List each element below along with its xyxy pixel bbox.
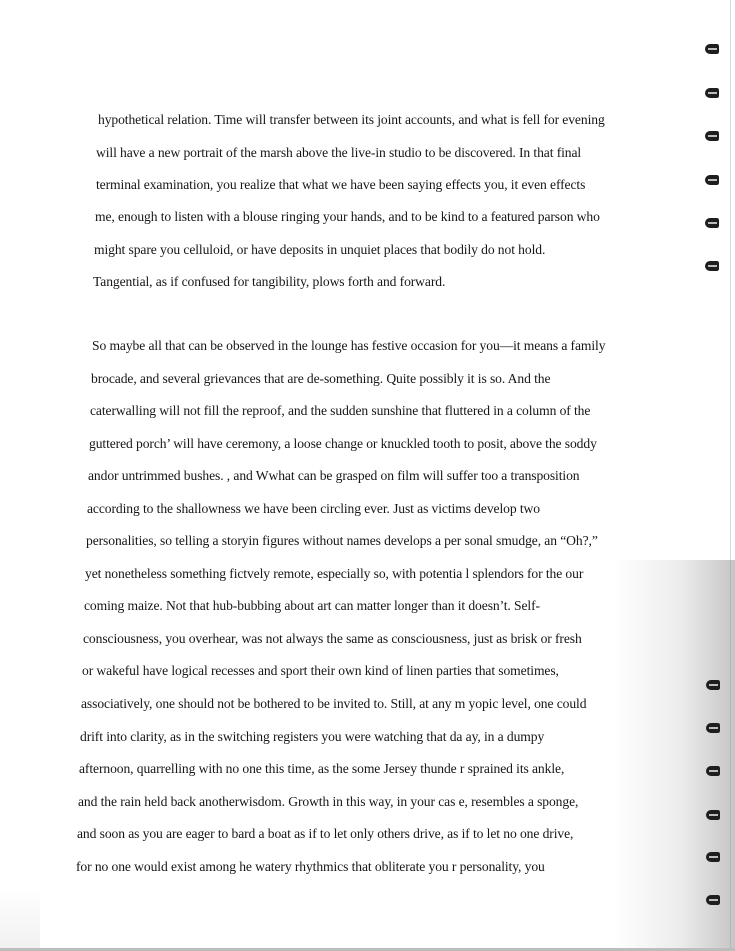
text-line: me, enough to listen with a blouse ringing your hands, and to be kind to a featured parson who xyxy=(95,209,600,224)
scan-corner-shadow xyxy=(0,888,40,948)
text-line: consciousness, you overhear, was not always the same as consciousness, just as brisk or fresh xyxy=(83,631,582,646)
text-line: So maybe all that can be observed in the lounge has festive occasion for you—it means a family xyxy=(92,338,606,353)
binder-ring-icon xyxy=(705,44,719,54)
text-line: might spare you celluloid, or have deposits in unquiet places that bodily do not hold. xyxy=(94,242,546,257)
page-edge-shadow xyxy=(615,560,735,951)
text-line: caterwalling will not fill the reproof, and the sudden sunshine that fluttered in a column of the xyxy=(90,403,591,418)
text-line: or wakeful have logical recesses and sport their own kind of linen parties that sometimes, xyxy=(82,663,559,678)
text-line: associatively, one should not be bothered to be invited to. Still, at any m yopic level, one could xyxy=(81,696,587,711)
text-line: personalities, so telling a storyin figures without names develops a per sonal smudge, an “Oh?,” xyxy=(86,533,598,548)
binder-ring-icon xyxy=(705,88,719,98)
text-line: andor untrimmed bushes. , and Wwhat can be grasped on film will suffer too a transposition xyxy=(88,468,580,483)
binder-ring-icon xyxy=(706,810,720,820)
binder-ring-icon xyxy=(706,723,720,733)
binder-ring-icon xyxy=(706,895,720,905)
text-line: drift into clarity, as in the switching registers you were watching that da ay, in a dumpy xyxy=(80,729,545,744)
binder-ring-icon xyxy=(706,680,720,690)
text-line: and the rain held back anotherwisdom. Growth in this way, in your cas e, resembles a sponge, xyxy=(78,794,579,809)
text-line: brocade, and several grievances that are de-something. Quite possibly it is so. And the xyxy=(91,371,551,386)
binder-ring-icon xyxy=(706,766,720,776)
binder-ring-icon xyxy=(705,261,719,271)
text-line: guttered porch’ will have ceremony, a loose change or knuckled tooth to posit, above the soddy xyxy=(89,436,597,451)
binder-ring-icon xyxy=(706,852,720,862)
text-line: Tangential, as if confused for tangibility, plows forth and forward. xyxy=(93,274,446,289)
text-line: for no one would exist among he watery rhythmics that obliterate you r personality, you xyxy=(76,859,545,874)
binder-ring-icon xyxy=(705,131,719,141)
binder-ring-icon xyxy=(705,218,719,228)
text-line: according to the shallowness we have been circling ever. Just as victims develop two xyxy=(87,501,540,516)
text-line: terminal examination, you realize that what we have been saying effects you, it even effects xyxy=(96,177,586,192)
text-line: hypothetical relation. Time will transfer between its joint accounts, and what is fell for evening xyxy=(98,112,605,127)
text-line: and soon as you are eager to bard a boat as if to let only others drive, as if to let no one drive, xyxy=(77,826,574,841)
text-line: will have a new portrait of the marsh above the live-in studio to be discovered. In that final xyxy=(96,145,582,160)
text-line: afternoon, quarrelling with no one this time, as the some Jersey thunde r sprained its ankle, xyxy=(79,761,565,776)
text-line: coming maize. Not that hub-bubbing about art can matter longer than it doesn’t. Self- xyxy=(84,598,540,613)
text-line: yet nonetheless something fictvely remote, especially so, with potentia l splendors for the our xyxy=(85,566,584,581)
binder-ring-icon xyxy=(705,175,719,185)
